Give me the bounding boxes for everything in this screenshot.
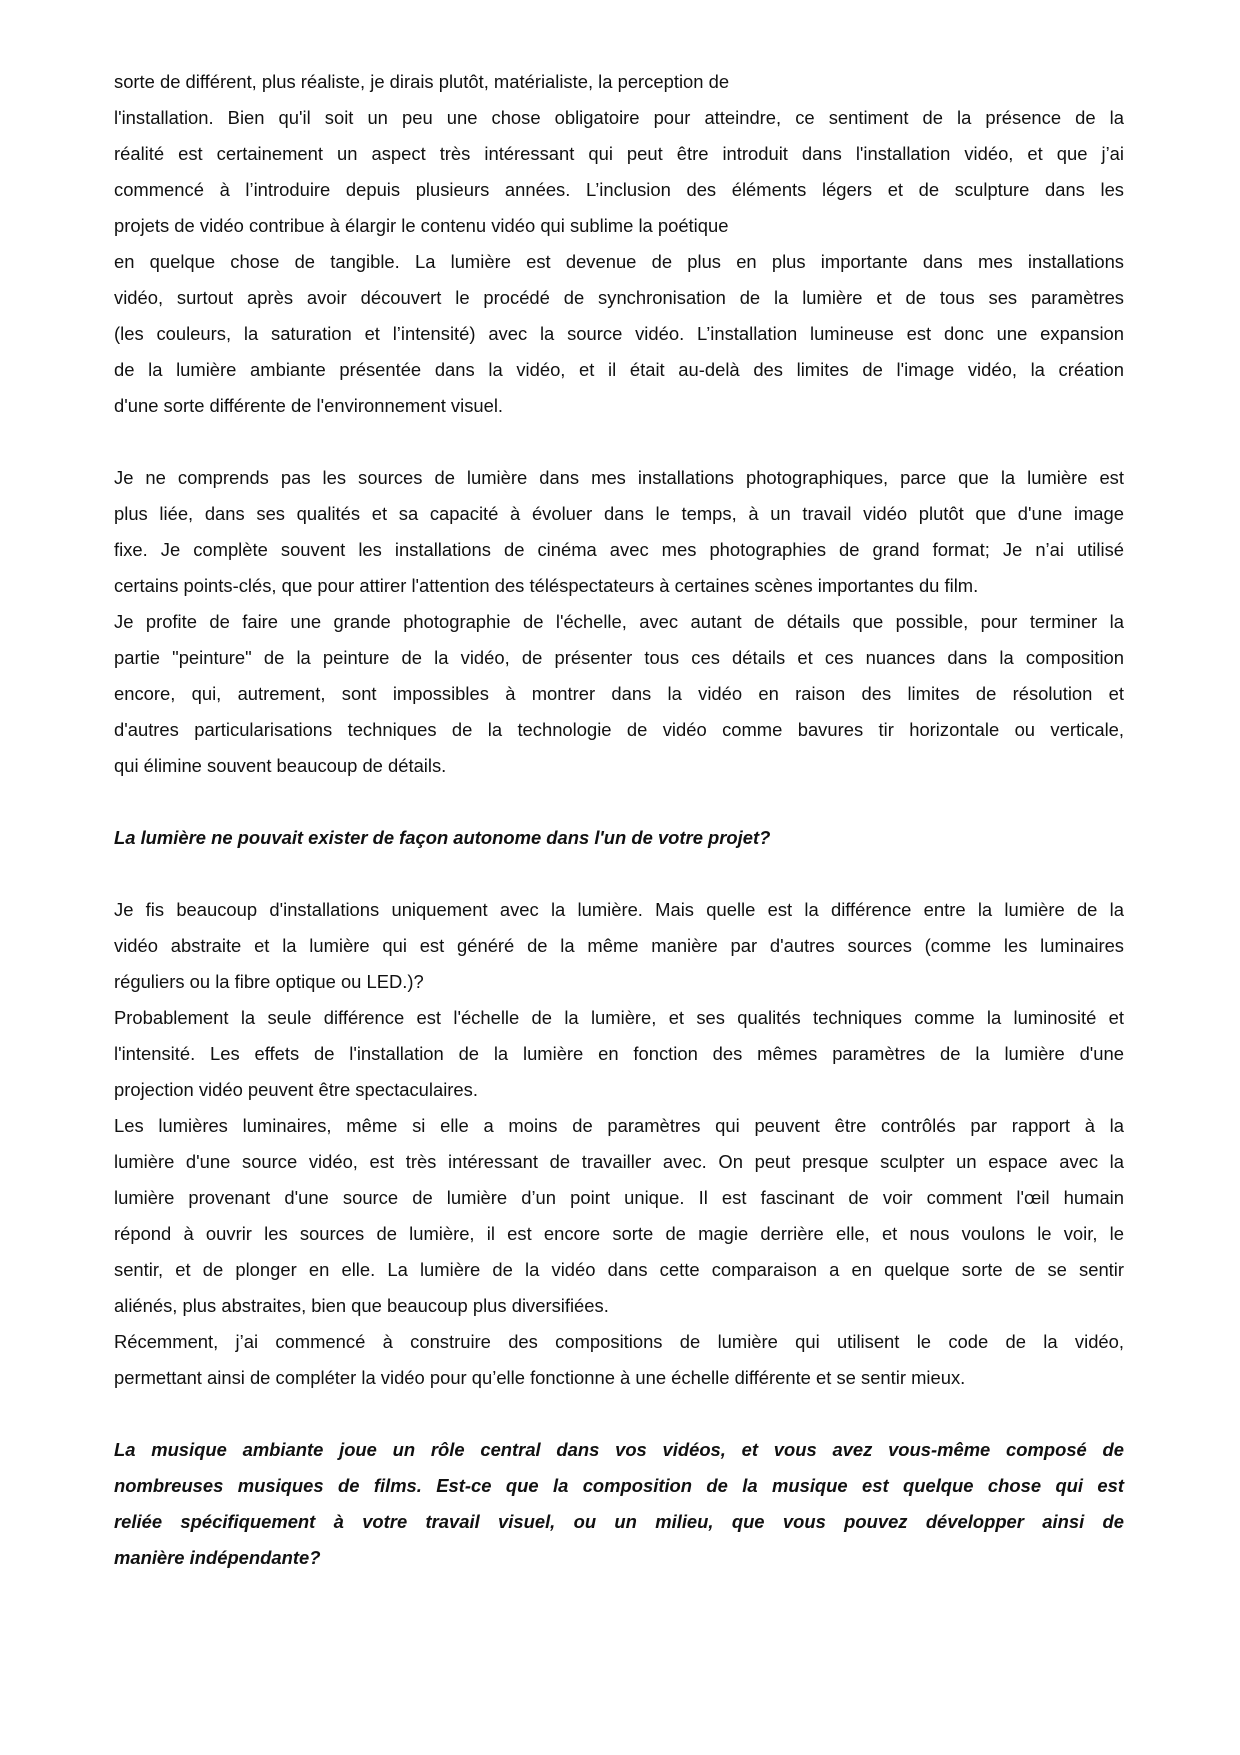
text-line: Je ne comprends pas les sources de lumière dans mes installations photographiques, parce que la lumière est [114, 467, 1124, 488]
text-line: certains points-clés, que pour attirer l'attention des téléspectateurs à certaines scènes importantes du film. [114, 575, 979, 596]
text-line: partie "peinture" de la peinture de la vidéo, de présenter tous ces détails et ces nuances dans la composition [114, 647, 1124, 668]
text-line: plus liée, dans ses qualités et sa capacité à évoluer dans le temps, à un travail vidéo plutôt que d'une image [114, 503, 1124, 524]
interview-question [114, 820, 1124, 856]
text-line: lumière provenant d'une source de lumière d’un point unique. Il est fascinant de voir comment l'œil humain [114, 1187, 1124, 1208]
text-line: Je fis beaucoup d'installations uniquement avec la lumière. Mais quelle est la différence entre la lumière de la [114, 899, 1124, 920]
text-line: vidéo, surtout après avoir découvert le procédé de synchronisation de la lumière et de tous ses paramètres [114, 287, 1124, 308]
text-line: d'autres particularisations techniques de la technologie de vidéo comme bavures tir horizontale ou verticale, [114, 719, 1124, 740]
text-line: l'intensité. Les effets de l'installation de la lumière en fonction des mêmes paramètres de la lumière d'une [114, 1043, 1124, 1064]
text-line: sentir, et de plonger en elle. La lumière de la vidéo dans cette comparaison a en quelque sorte de se sentir [114, 1259, 1124, 1280]
text-line: lumière d'une source vidéo, est très intéressant de travailler avec. On peut presque sculpter un espace avec la [114, 1151, 1124, 1172]
text-line: commencé à l’introduire depuis plusieurs années. L’inclusion des éléments légers et de sculpture dans les [114, 179, 1124, 200]
text-line: Les lumières luminaires, même si elle a moins de paramètres qui peuvent être contrôlés par rapport à la [114, 1115, 1124, 1136]
text-line: de la lumière ambiante présentée dans la vidéo, et il était au-delà des limites de l'image vidéo, la création [114, 359, 1124, 380]
text-line: vidéo abstraite et la lumière qui est généré de la même manière par d'autres sources (comme les luminaires [114, 935, 1124, 956]
text-line: Je profite de faire une grande photographie de l'échelle, avec autant de détails que possible, pour terminer la [114, 611, 1124, 632]
text-line: Probablement la seule différence est l'échelle de la lumière, et ses qualités techniques comme la luminosité et [114, 1007, 1124, 1028]
text-line: nombreuses musiques de films. Est-ce que la composition de la musique est quelque chose qui est [114, 1475, 1124, 1496]
text-line: qui élimine souvent beaucoup de détails. [114, 755, 447, 776]
paragraph-spacer [114, 856, 1124, 892]
text-line: sorte de différent, plus réaliste, je dirais plutôt, matérialiste, la perception de [114, 71, 730, 92]
text-line: d'une sorte différente de l'environnement visuel. [114, 395, 504, 416]
text-line: l'installation. Bien qu'il soit un peu une chose obligatoire pour atteindre, ce sentiment de la présence de la [114, 107, 1124, 128]
text-line: permettant ainsi de compléter la vidéo pour qu’elle fonctionne à une échelle différente et se sentir mieux. [114, 1367, 966, 1388]
text-line: manière indépendante? [114, 1547, 321, 1568]
text-line: La lumière ne pouvait exister de façon autonome dans l'un de votre projet? [114, 827, 771, 848]
text-line: répond à ouvrir les sources de lumière, il est encore sorte de magie derrière elle, et nous voulons le voir, le [114, 1223, 1124, 1244]
text-line: aliénés, plus abstraites, bien que beaucoup plus diversifiées. [114, 1295, 609, 1316]
text-line: réguliers ou la fibre optique ou LED.)? [114, 971, 424, 992]
text-line: projection vidéo peuvent être spectaculaires. [114, 1079, 478, 1100]
text-line: réalité est certainement un aspect très intéressant qui peut être introduit dans l'installation vidéo, et que j’ai [114, 143, 1124, 164]
paragraph-spacer [114, 424, 1124, 460]
paragraph-spacer [114, 784, 1124, 820]
text-line: reliée spécifiquement à votre travail visuel, ou un milieu, que vous pouvez développer ainsi de [114, 1511, 1124, 1532]
text-line: encore, qui, autrement, sont impossibles à montrer dans la vidéo en raison des limites de résolution et [114, 683, 1124, 704]
interview-question [114, 1432, 1124, 1576]
paragraph-spacer [114, 1396, 1124, 1432]
body-paragraph [114, 460, 1124, 784]
text-line: (les couleurs, la saturation et l’intensité) avec la source vidéo. L’installation lumineuse est donc une expansion [114, 323, 1124, 344]
body-paragraph [114, 64, 1124, 424]
body-paragraph [114, 892, 1124, 1396]
document-page [114, 64, 1124, 1576]
text-line: fixe. Je complète souvent les installations de cinéma avec mes photographies de grand format; Je n’ai utilisé [114, 539, 1124, 560]
text-line: projets de vidéo contribue à élargir le contenu vidéo qui sublime la poétique [114, 215, 729, 236]
text-line: Récemment, j’ai commencé à construire des compositions de lumière qui utilisent le code de la vidéo, [114, 1331, 1124, 1352]
text-line: en quelque chose de tangible. La lumière est devenue de plus en plus importante dans mes installations [114, 251, 1124, 272]
text-line: La musique ambiante joue un rôle central dans vos vidéos, et vous avez vous-même composé de [114, 1439, 1124, 1460]
